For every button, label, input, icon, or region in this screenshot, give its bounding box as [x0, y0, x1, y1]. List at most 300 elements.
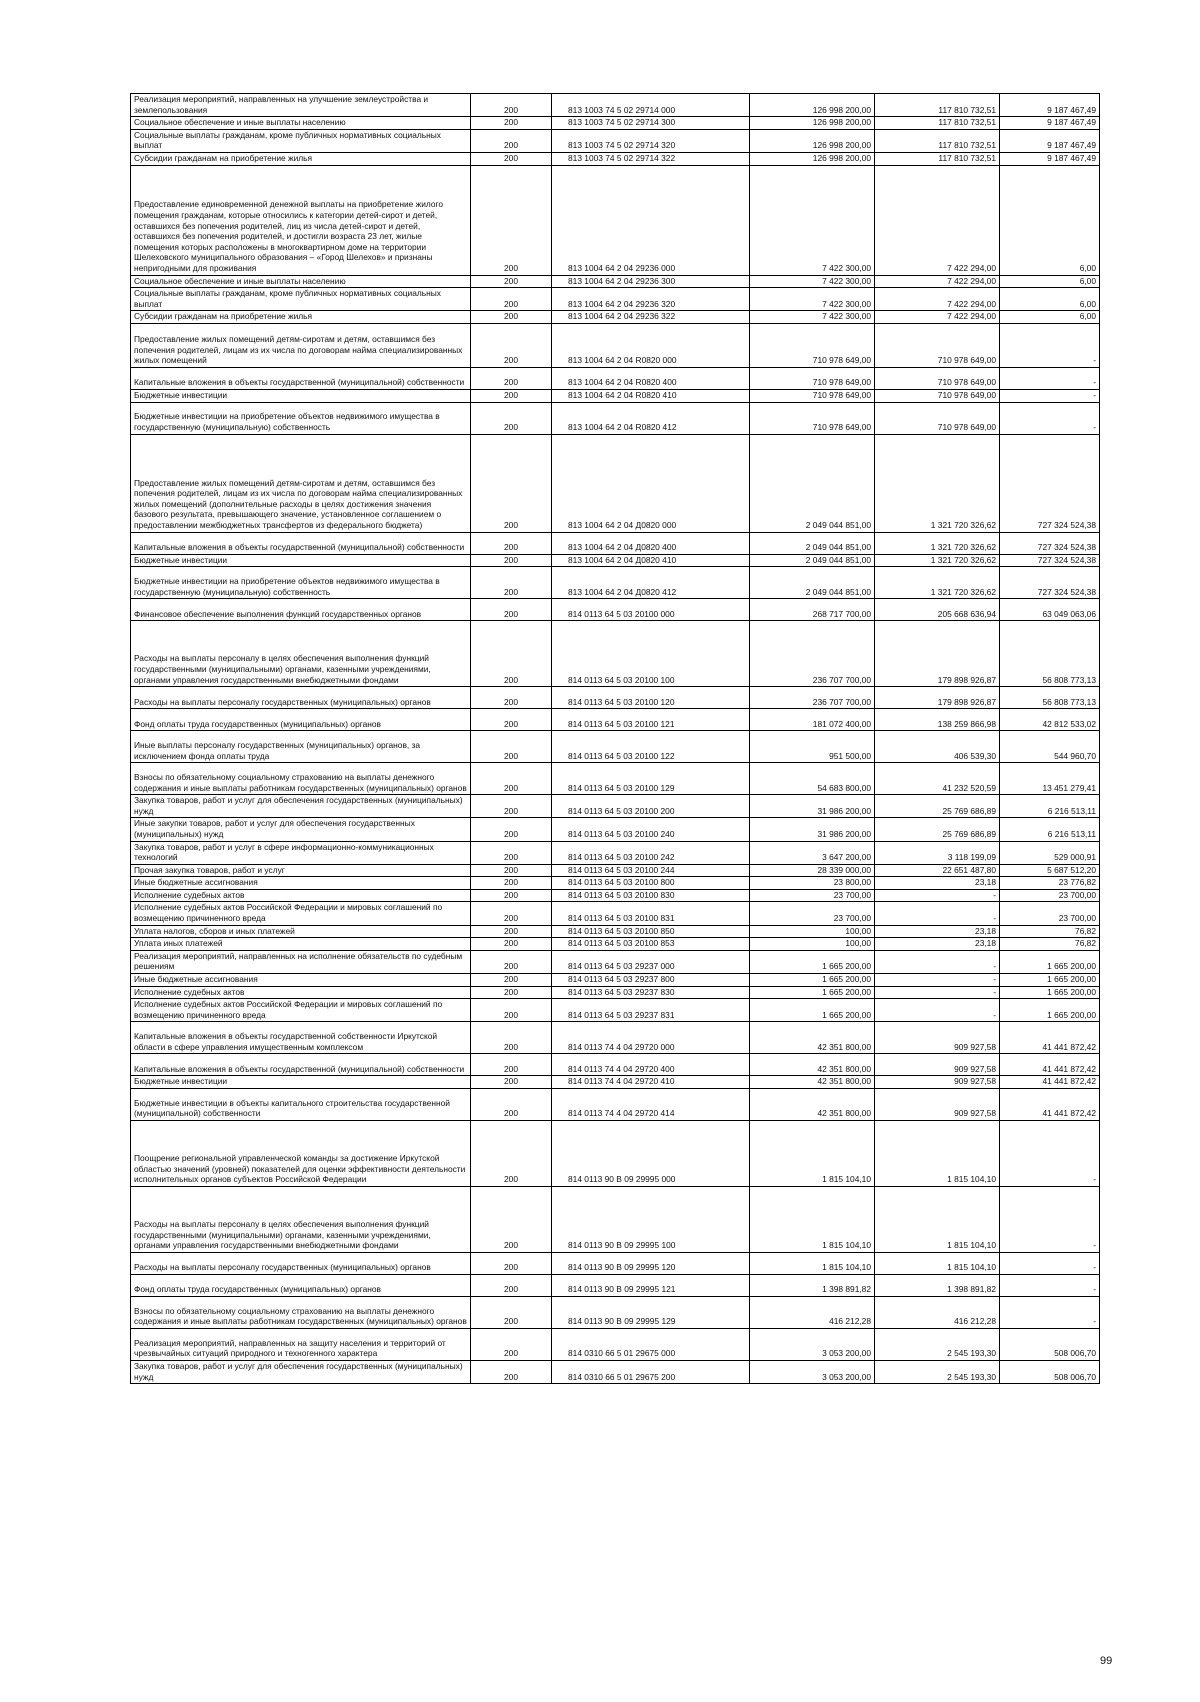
row-plan: 7 422 300,00 [750, 288, 875, 311]
row-code: 814 0113 64 5 03 20100 242 [552, 841, 750, 864]
row-exec: 416 212,28 [875, 1297, 1000, 1329]
row-name: Исполнение судебных актов [131, 986, 471, 999]
row-name: Бюджетные инвестиции на приобретение объектов недвижимого имущества в государственную (муниципальную) собственность [131, 402, 471, 434]
row-code: 813 1003 74 5 02 29714 300 [552, 117, 750, 130]
row-kvsr: 200 [471, 795, 552, 818]
row-name: Закупка товаров, работ и услуг в сфере информационно-коммуникационных технологий [131, 841, 471, 864]
row-exec: 909 927,58 [875, 1022, 1000, 1054]
row-code: 813 1003 74 5 02 29714 322 [552, 152, 750, 165]
row-rest: 13 451 279,41 [1000, 763, 1100, 795]
row-exec: 909 927,58 [875, 1089, 1000, 1121]
row-code: 814 0113 90 В 09 29995 100 [552, 1187, 750, 1253]
row-rest: 6 216 513,11 [1000, 795, 1100, 818]
row-rest: 23 700,00 [1000, 889, 1100, 902]
table-row [131, 999, 1100, 1022]
row-exec: 41 232 520,59 [875, 763, 1000, 795]
table-row [131, 1121, 1100, 1187]
row-plan: 7 422 300,00 [750, 165, 875, 275]
row-name: Бюджетные инвестиции [131, 389, 471, 402]
row-name: Капитальные вложения в объекты государственной (муниципальной) собственности [131, 367, 471, 389]
row-rest: 76,82 [1000, 925, 1100, 938]
row-exec: 1 321 720 326,62 [875, 434, 1000, 532]
row-plan: 28 339 000,00 [750, 864, 875, 877]
row-exec: 138 259 866,98 [875, 709, 1000, 731]
row-rest: 9 187 467,49 [1000, 117, 1100, 130]
row-exec: 25 769 686,89 [875, 818, 1000, 841]
row-rest: 56 808 773,13 [1000, 687, 1100, 709]
row-plan: 1 815 104,10 [750, 1253, 875, 1275]
table-row [131, 1054, 1100, 1076]
row-plan: 3 053 200,00 [750, 1361, 875, 1384]
table-row [131, 1076, 1100, 1089]
budget-sheet [130, 93, 1099, 1384]
row-code: 814 0113 64 5 03 20100 830 [552, 889, 750, 902]
row-name: Реализация мероприятий, направленных на исполнение обязательств по судебным решениям [131, 950, 471, 973]
row-exec: 1 398 891,82 [875, 1275, 1000, 1297]
row-rest: 5 687 512,20 [1000, 864, 1100, 877]
row-plan: 42 351 800,00 [750, 1089, 875, 1121]
row-plan: 2 049 044 851,00 [750, 554, 875, 567]
row-plan: 951 500,00 [750, 731, 875, 763]
row-rest: 727 324 524,38 [1000, 532, 1100, 554]
row-plan: 23 700,00 [750, 902, 875, 925]
row-plan: 2 049 044 851,00 [750, 434, 875, 532]
row-kvsr: 200 [471, 402, 552, 434]
row-exec: 117 810 732,51 [875, 94, 1000, 117]
row-exec: 710 978 649,00 [875, 402, 1000, 434]
table-row [131, 925, 1100, 938]
table-row [131, 864, 1100, 877]
row-rest: 529 000,91 [1000, 841, 1100, 864]
row-name: Субсидии гражданам на приобретение жилья [131, 311, 471, 324]
row-exec: 3 118 199,09 [875, 841, 1000, 864]
row-exec: 1 815 104,10 [875, 1187, 1000, 1253]
row-name: Бюджетные инвестиции [131, 1076, 471, 1089]
table-row [131, 986, 1100, 999]
row-rest: 41 441 872,42 [1000, 1089, 1100, 1121]
row-code: 813 1003 74 5 02 29714 320 [552, 129, 750, 152]
row-plan: 2 049 044 851,00 [750, 567, 875, 599]
row-kvsr: 200 [471, 434, 552, 532]
row-kvsr: 200 [471, 367, 552, 389]
row-plan: 126 998 200,00 [750, 129, 875, 152]
row-rest: 41 441 872,42 [1000, 1076, 1100, 1089]
row-exec: 23,18 [875, 925, 1000, 938]
table-row [131, 94, 1100, 117]
row-name: Закупка товаров, работ и услуг для обеспечения государственных (муниципальных) нужд [131, 795, 471, 818]
row-code: 814 0113 64 5 03 20100 831 [552, 902, 750, 925]
row-rest: - [1000, 1187, 1100, 1253]
row-plan: 3 053 200,00 [750, 1329, 875, 1361]
row-exec: 117 810 732,51 [875, 117, 1000, 130]
row-rest: 56 808 773,13 [1000, 621, 1100, 687]
row-kvsr: 200 [471, 938, 552, 951]
row-name: Прочая закупка товаров, работ и услуг [131, 864, 471, 877]
row-exec: 7 422 294,00 [875, 311, 1000, 324]
row-code: 814 0113 64 5 03 20100 244 [552, 864, 750, 877]
row-name: Социальные выплаты гражданам, кроме публичных нормативных социальных выплат [131, 129, 471, 152]
row-code: 813 1004 64 2 04 Д0820 400 [552, 532, 750, 554]
row-exec: 406 539,30 [875, 731, 1000, 763]
row-code: 814 0113 64 5 03 29237 800 [552, 974, 750, 987]
row-code: 814 0113 90 В 09 29995 129 [552, 1297, 750, 1329]
row-code: 814 0113 64 5 03 29237 830 [552, 986, 750, 999]
row-rest: 1 665 200,00 [1000, 974, 1100, 987]
row-exec: 7 422 294,00 [875, 275, 1000, 288]
row-plan: 1 398 891,82 [750, 1275, 875, 1297]
row-rest: 23 776,82 [1000, 877, 1100, 890]
row-kvsr: 200 [471, 1121, 552, 1187]
row-rest: 6,00 [1000, 165, 1100, 275]
row-name: Закупка товаров, работ и услуг для обеспечения государственных (муниципальных) нужд [131, 1361, 471, 1384]
row-kvsr: 200 [471, 599, 552, 621]
row-code: 814 0113 64 5 03 20100 240 [552, 818, 750, 841]
table-row [131, 889, 1100, 902]
table-row [131, 938, 1100, 951]
row-name: Финансовое обеспечение выполнения функций государственных органов [131, 599, 471, 621]
row-plan: 236 707 700,00 [750, 687, 875, 709]
row-plan: 416 212,28 [750, 1297, 875, 1329]
table-row [131, 795, 1100, 818]
row-plan: 1 665 200,00 [750, 999, 875, 1022]
row-code: 813 1004 64 2 04 29236 300 [552, 275, 750, 288]
row-name: Бюджетные инвестиции в объекты капитального строительства государственной (муниципальной) собственности [131, 1089, 471, 1121]
row-code: 814 0113 64 5 03 20100 200 [552, 795, 750, 818]
row-name: Расходы на выплаты персоналу в целях обеспечения выполнения функций государственными (муниципальными) органами, казенными учреждениями, органами управления государственными внебюджетными фондами [131, 1187, 471, 1253]
row-name: Поощрение региональной управленческой команды за достижение Иркутской областью значений (уровней) показателей для оценки эффективности деятельности исполнительных органов субъектов Российской Федерации [131, 1121, 471, 1187]
row-plan: 126 998 200,00 [750, 152, 875, 165]
row-plan: 23 800,00 [750, 877, 875, 890]
row-kvsr: 200 [471, 1054, 552, 1076]
row-name: Взносы по обязательному социальному страхованию на выплаты денежного содержания и иные выплаты работникам государственных (муниципальных) органов [131, 1297, 471, 1329]
table-row [131, 1297, 1100, 1329]
row-code: 814 0113 64 5 03 20100 122 [552, 731, 750, 763]
row-kvsr: 200 [471, 1253, 552, 1275]
table-row [131, 1275, 1100, 1297]
row-plan: 42 351 800,00 [750, 1076, 875, 1089]
row-plan: 100,00 [750, 938, 875, 951]
row-name: Иные бюджетные ассигнования [131, 877, 471, 890]
table-row [131, 367, 1100, 389]
row-rest: 9 187 467,49 [1000, 94, 1100, 117]
row-exec: 23,18 [875, 938, 1000, 951]
table-row [131, 434, 1100, 532]
row-code: 813 1004 64 2 04 R0820 412 [552, 402, 750, 434]
row-name: Уплата налогов, сборов и иных платежей [131, 925, 471, 938]
row-name: Предоставление единовременной денежной выплаты на приобретение жилого помещения гражданам, которые относились к категории детей-сирот и детей, оставшихся без попечения родителей, лиц из числа детей-сирот и детей, оставшихся без попечения родителей, и достигли возраста 23 лет, жилые помещения которых расположены в многоквартирном доме на территории Шелеховского муниципального образования – «Город Шелехов» и признаны непригодными для проживания [131, 165, 471, 275]
row-rest: - [1000, 323, 1100, 367]
row-code: 814 0113 64 5 03 20100 129 [552, 763, 750, 795]
row-exec: 710 978 649,00 [875, 323, 1000, 367]
row-name: Капитальные вложения в объекты государственной собственности Иркутской области в сфере управления имущественным комплексом [131, 1022, 471, 1054]
table-row [131, 275, 1100, 288]
row-name: Капитальные вложения в объекты государственной (муниципальной) собственности [131, 1054, 471, 1076]
row-kvsr: 200 [471, 841, 552, 864]
row-kvsr: 200 [471, 129, 552, 152]
row-rest: - [1000, 1297, 1100, 1329]
row-exec: - [875, 889, 1000, 902]
row-plan: 181 072 400,00 [750, 709, 875, 731]
row-kvsr: 200 [471, 621, 552, 687]
row-rest: 41 441 872,42 [1000, 1054, 1100, 1076]
row-kvsr: 200 [471, 877, 552, 890]
row-kvsr: 200 [471, 389, 552, 402]
row-rest: 42 812 533,02 [1000, 709, 1100, 731]
row-name: Иные закупки товаров, работ и услуг для обеспечения государственных (муниципальных) нужд [131, 818, 471, 841]
row-code: 814 0113 64 5 03 20100 100 [552, 621, 750, 687]
row-kvsr: 200 [471, 1187, 552, 1253]
row-code: 813 1004 64 2 04 R0820 000 [552, 323, 750, 367]
row-rest: 76,82 [1000, 938, 1100, 951]
row-rest: 508 006,70 [1000, 1361, 1100, 1384]
row-kvsr: 200 [471, 288, 552, 311]
table-row [131, 1329, 1100, 1361]
row-name: Исполнение судебных актов [131, 889, 471, 902]
row-plan: 236 707 700,00 [750, 621, 875, 687]
row-code: 814 0113 90 В 09 29995 120 [552, 1253, 750, 1275]
table-row [131, 129, 1100, 152]
row-exec: 710 978 649,00 [875, 367, 1000, 389]
row-name: Бюджетные инвестиции на приобретение объектов недвижимого имущества в государственную (муниципальную) собственность [131, 567, 471, 599]
table-row [131, 687, 1100, 709]
row-exec: 909 927,58 [875, 1076, 1000, 1089]
row-rest: 6,00 [1000, 288, 1100, 311]
row-name: Социальное обеспечение и иные выплаты населению [131, 275, 471, 288]
row-rest: 1 665 200,00 [1000, 950, 1100, 973]
row-code: 813 1004 64 2 04 R0820 400 [552, 367, 750, 389]
row-exec: 7 422 294,00 [875, 288, 1000, 311]
table-row [131, 902, 1100, 925]
row-rest: - [1000, 402, 1100, 434]
row-rest: 9 187 467,49 [1000, 129, 1100, 152]
row-exec: - [875, 950, 1000, 973]
row-name: Расходы на выплаты персоналу в целях обеспечения выполнения функций государственными (муниципальными) органами, казенными учреждениями, органами управления государственными внебюджетными фондами [131, 621, 471, 687]
row-kvsr: 200 [471, 1076, 552, 1089]
table-row [131, 841, 1100, 864]
row-kvsr: 200 [471, 999, 552, 1022]
row-code: 813 1004 64 2 04 R0820 410 [552, 389, 750, 402]
row-kvsr: 200 [471, 950, 552, 973]
row-rest: 6,00 [1000, 311, 1100, 324]
row-kvsr: 200 [471, 818, 552, 841]
row-kvsr: 200 [471, 1361, 552, 1384]
row-name: Исполнение судебных актов Российской Федерации и мировых соглашений по возмещению причиненного вреда [131, 999, 471, 1022]
row-name: Предоставление жилых помещений детям-сиротам и детям, оставшимся без попечения родителей, лицам из их числа по договорам найма специализированных жилых помещений (дополнительные расходы в целях достижения значения базового результата, превышающего значение, установленное соглашением о предоставлении межбюджетных трансфертов из федерального бюджета) [131, 434, 471, 532]
row-code: 814 0310 66 5 01 29675 200 [552, 1361, 750, 1384]
row-exec: 2 545 193,30 [875, 1329, 1000, 1361]
row-exec: 179 898 926,87 [875, 687, 1000, 709]
row-kvsr: 200 [471, 864, 552, 877]
row-kvsr: 200 [471, 554, 552, 567]
table-row [131, 165, 1100, 275]
row-exec: 1 815 104,10 [875, 1121, 1000, 1187]
row-name: Расходы на выплаты персоналу государственных (муниципальных) органов [131, 687, 471, 709]
row-exec: - [875, 986, 1000, 999]
row-exec: 1 815 104,10 [875, 1253, 1000, 1275]
table-row [131, 950, 1100, 973]
row-code: 814 0113 64 5 03 20100 000 [552, 599, 750, 621]
row-code: 814 0113 64 5 03 29237 000 [552, 950, 750, 973]
row-code: 813 1004 64 2 04 Д0820 412 [552, 567, 750, 599]
table-row [131, 621, 1100, 687]
row-exec: 1 321 720 326,62 [875, 567, 1000, 599]
row-plan: 710 978 649,00 [750, 367, 875, 389]
row-kvsr: 200 [471, 165, 552, 275]
row-code: 814 0310 66 5 01 29675 000 [552, 1329, 750, 1361]
row-name: Бюджетные инвестиции [131, 554, 471, 567]
row-plan: 710 978 649,00 [750, 323, 875, 367]
row-name: Иные выплаты персоналу государственных (муниципальных) органов, за исключением фонда оплаты труда [131, 731, 471, 763]
row-code: 813 1004 64 2 04 29236 320 [552, 288, 750, 311]
table-row [131, 152, 1100, 165]
row-code: 814 0113 64 5 03 29237 831 [552, 999, 750, 1022]
row-plan: 1 665 200,00 [750, 974, 875, 987]
table-row [131, 311, 1100, 324]
row-exec: 710 978 649,00 [875, 389, 1000, 402]
row-kvsr: 200 [471, 567, 552, 599]
table-row [131, 389, 1100, 402]
row-exec: 1 321 720 326,62 [875, 554, 1000, 567]
table-row [131, 1187, 1100, 1253]
row-rest: 1 665 200,00 [1000, 986, 1100, 999]
row-rest: 1 665 200,00 [1000, 999, 1100, 1022]
row-rest: 727 324 524,38 [1000, 554, 1100, 567]
row-name: Социальные выплаты гражданам, кроме публичных нормативных социальных выплат [131, 288, 471, 311]
row-code: 813 1004 64 2 04 29236 000 [552, 165, 750, 275]
table-row [131, 532, 1100, 554]
table-row [131, 288, 1100, 311]
row-kvsr: 200 [471, 323, 552, 367]
row-plan: 710 978 649,00 [750, 402, 875, 434]
row-rest: 63 049 063,06 [1000, 599, 1100, 621]
row-kvsr: 200 [471, 925, 552, 938]
row-rest: 9 187 467,49 [1000, 152, 1100, 165]
row-code: 814 0113 64 5 03 20100 121 [552, 709, 750, 731]
row-code: 813 1004 64 2 04 Д0820 000 [552, 434, 750, 532]
row-rest: 508 006,70 [1000, 1329, 1100, 1361]
row-name: Исполнение судебных актов Российской Федерации и мировых соглашений по возмещению причиненного вреда [131, 902, 471, 925]
row-rest: - [1000, 1253, 1100, 1275]
row-name: Предоставление жилых помещений детям-сиротам и детям, оставшимся без попечения родителей, лицам из их числа по договорам найма специализированных жилых помещений [131, 323, 471, 367]
row-plan: 126 998 200,00 [750, 94, 875, 117]
row-exec: 22 651 487,80 [875, 864, 1000, 877]
row-exec: 23,18 [875, 877, 1000, 890]
row-exec: 1 321 720 326,62 [875, 532, 1000, 554]
row-kvsr: 200 [471, 532, 552, 554]
row-code: 814 0113 74 4 04 29720 400 [552, 1054, 750, 1076]
table-row [131, 709, 1100, 731]
table-row [131, 974, 1100, 987]
row-kvsr: 200 [471, 687, 552, 709]
row-plan: 7 422 300,00 [750, 275, 875, 288]
row-plan: 126 998 200,00 [750, 117, 875, 130]
row-exec: 179 898 926,87 [875, 621, 1000, 687]
row-kvsr: 200 [471, 986, 552, 999]
row-plan: 268 717 700,00 [750, 599, 875, 621]
row-kvsr: 200 [471, 1329, 552, 1361]
table-row [131, 1361, 1100, 1384]
row-code: 814 0113 90 В 09 29995 121 [552, 1275, 750, 1297]
row-kvsr: 200 [471, 311, 552, 324]
row-code: 814 0113 74 4 04 29720 414 [552, 1089, 750, 1121]
row-name: Взносы по обязательному социальному страхованию на выплаты денежного содержания и иные выплаты работникам государственных (муниципальных) органов [131, 763, 471, 795]
row-kvsr: 200 [471, 117, 552, 130]
table-row [131, 323, 1100, 367]
row-kvsr: 200 [471, 902, 552, 925]
table-row [131, 818, 1100, 841]
row-exec: 909 927,58 [875, 1054, 1000, 1076]
row-rest: 6,00 [1000, 275, 1100, 288]
table-row [131, 1253, 1100, 1275]
row-kvsr: 200 [471, 94, 552, 117]
row-kvsr: 200 [471, 763, 552, 795]
row-exec: 7 422 294,00 [875, 165, 1000, 275]
table-row [131, 554, 1100, 567]
row-kvsr: 200 [471, 1275, 552, 1297]
row-plan: 710 978 649,00 [750, 389, 875, 402]
row-rest: 727 324 524,38 [1000, 567, 1100, 599]
row-exec: - [875, 974, 1000, 987]
row-plan: 100,00 [750, 925, 875, 938]
row-kvsr: 200 [471, 1297, 552, 1329]
row-exec: 2 545 193,30 [875, 1361, 1000, 1384]
table-row [131, 402, 1100, 434]
row-plan: 42 351 800,00 [750, 1054, 875, 1076]
row-plan: 2 049 044 851,00 [750, 532, 875, 554]
row-kvsr: 200 [471, 709, 552, 731]
table-row [131, 763, 1100, 795]
row-code: 814 0113 74 4 04 29720 000 [552, 1022, 750, 1054]
row-code: 814 0113 64 5 03 20100 120 [552, 687, 750, 709]
row-plan: 1 665 200,00 [750, 950, 875, 973]
table-row [131, 1089, 1100, 1121]
row-name: Иные бюджетные ассигнования [131, 974, 471, 987]
row-plan: 1 815 104,10 [750, 1187, 875, 1253]
row-code: 813 1004 64 2 04 29236 322 [552, 311, 750, 324]
row-plan: 42 351 800,00 [750, 1022, 875, 1054]
row-plan: 1 815 104,10 [750, 1121, 875, 1187]
row-code: 814 0113 74 4 04 29720 410 [552, 1076, 750, 1089]
row-kvsr: 200 [471, 889, 552, 902]
row-rest: - [1000, 367, 1100, 389]
row-kvsr: 200 [471, 275, 552, 288]
row-rest: 41 441 872,42 [1000, 1022, 1100, 1054]
budget-table [130, 93, 1100, 1384]
row-name: Субсидии гражданам на приобретение жилья [131, 152, 471, 165]
row-kvsr: 200 [471, 731, 552, 763]
row-name: Фонд оплаты труда государственных (муниципальных) органов [131, 1275, 471, 1297]
table-row [131, 731, 1100, 763]
row-code: 813 1003 74 5 02 29714 000 [552, 94, 750, 117]
table-row [131, 1022, 1100, 1054]
row-code: 814 0113 90 В 09 29995 000 [552, 1121, 750, 1187]
row-rest: - [1000, 1121, 1100, 1187]
row-kvsr: 200 [471, 1089, 552, 1121]
row-kvsr: 200 [471, 974, 552, 987]
table-row [131, 877, 1100, 890]
row-exec: 117 810 732,51 [875, 152, 1000, 165]
row-name: Реализация мероприятий, направленных на защиту населения и территорий от чрезвычайных ситуаций природного и техногенного характера [131, 1329, 471, 1361]
row-name: Реализация мероприятий, направленных на улучшение землеустройства и землепользования [131, 94, 471, 117]
page-number: 99 [1100, 1655, 1113, 1667]
row-rest: - [1000, 389, 1100, 402]
row-exec: 117 810 732,51 [875, 129, 1000, 152]
row-name: Уплата иных платежей [131, 938, 471, 951]
row-name: Капитальные вложения в объекты государственной (муниципальной) собственности [131, 532, 471, 554]
row-kvsr: 200 [471, 152, 552, 165]
row-name: Социальное обеспечение и иные выплаты населению [131, 117, 471, 130]
row-plan: 31 986 200,00 [750, 818, 875, 841]
